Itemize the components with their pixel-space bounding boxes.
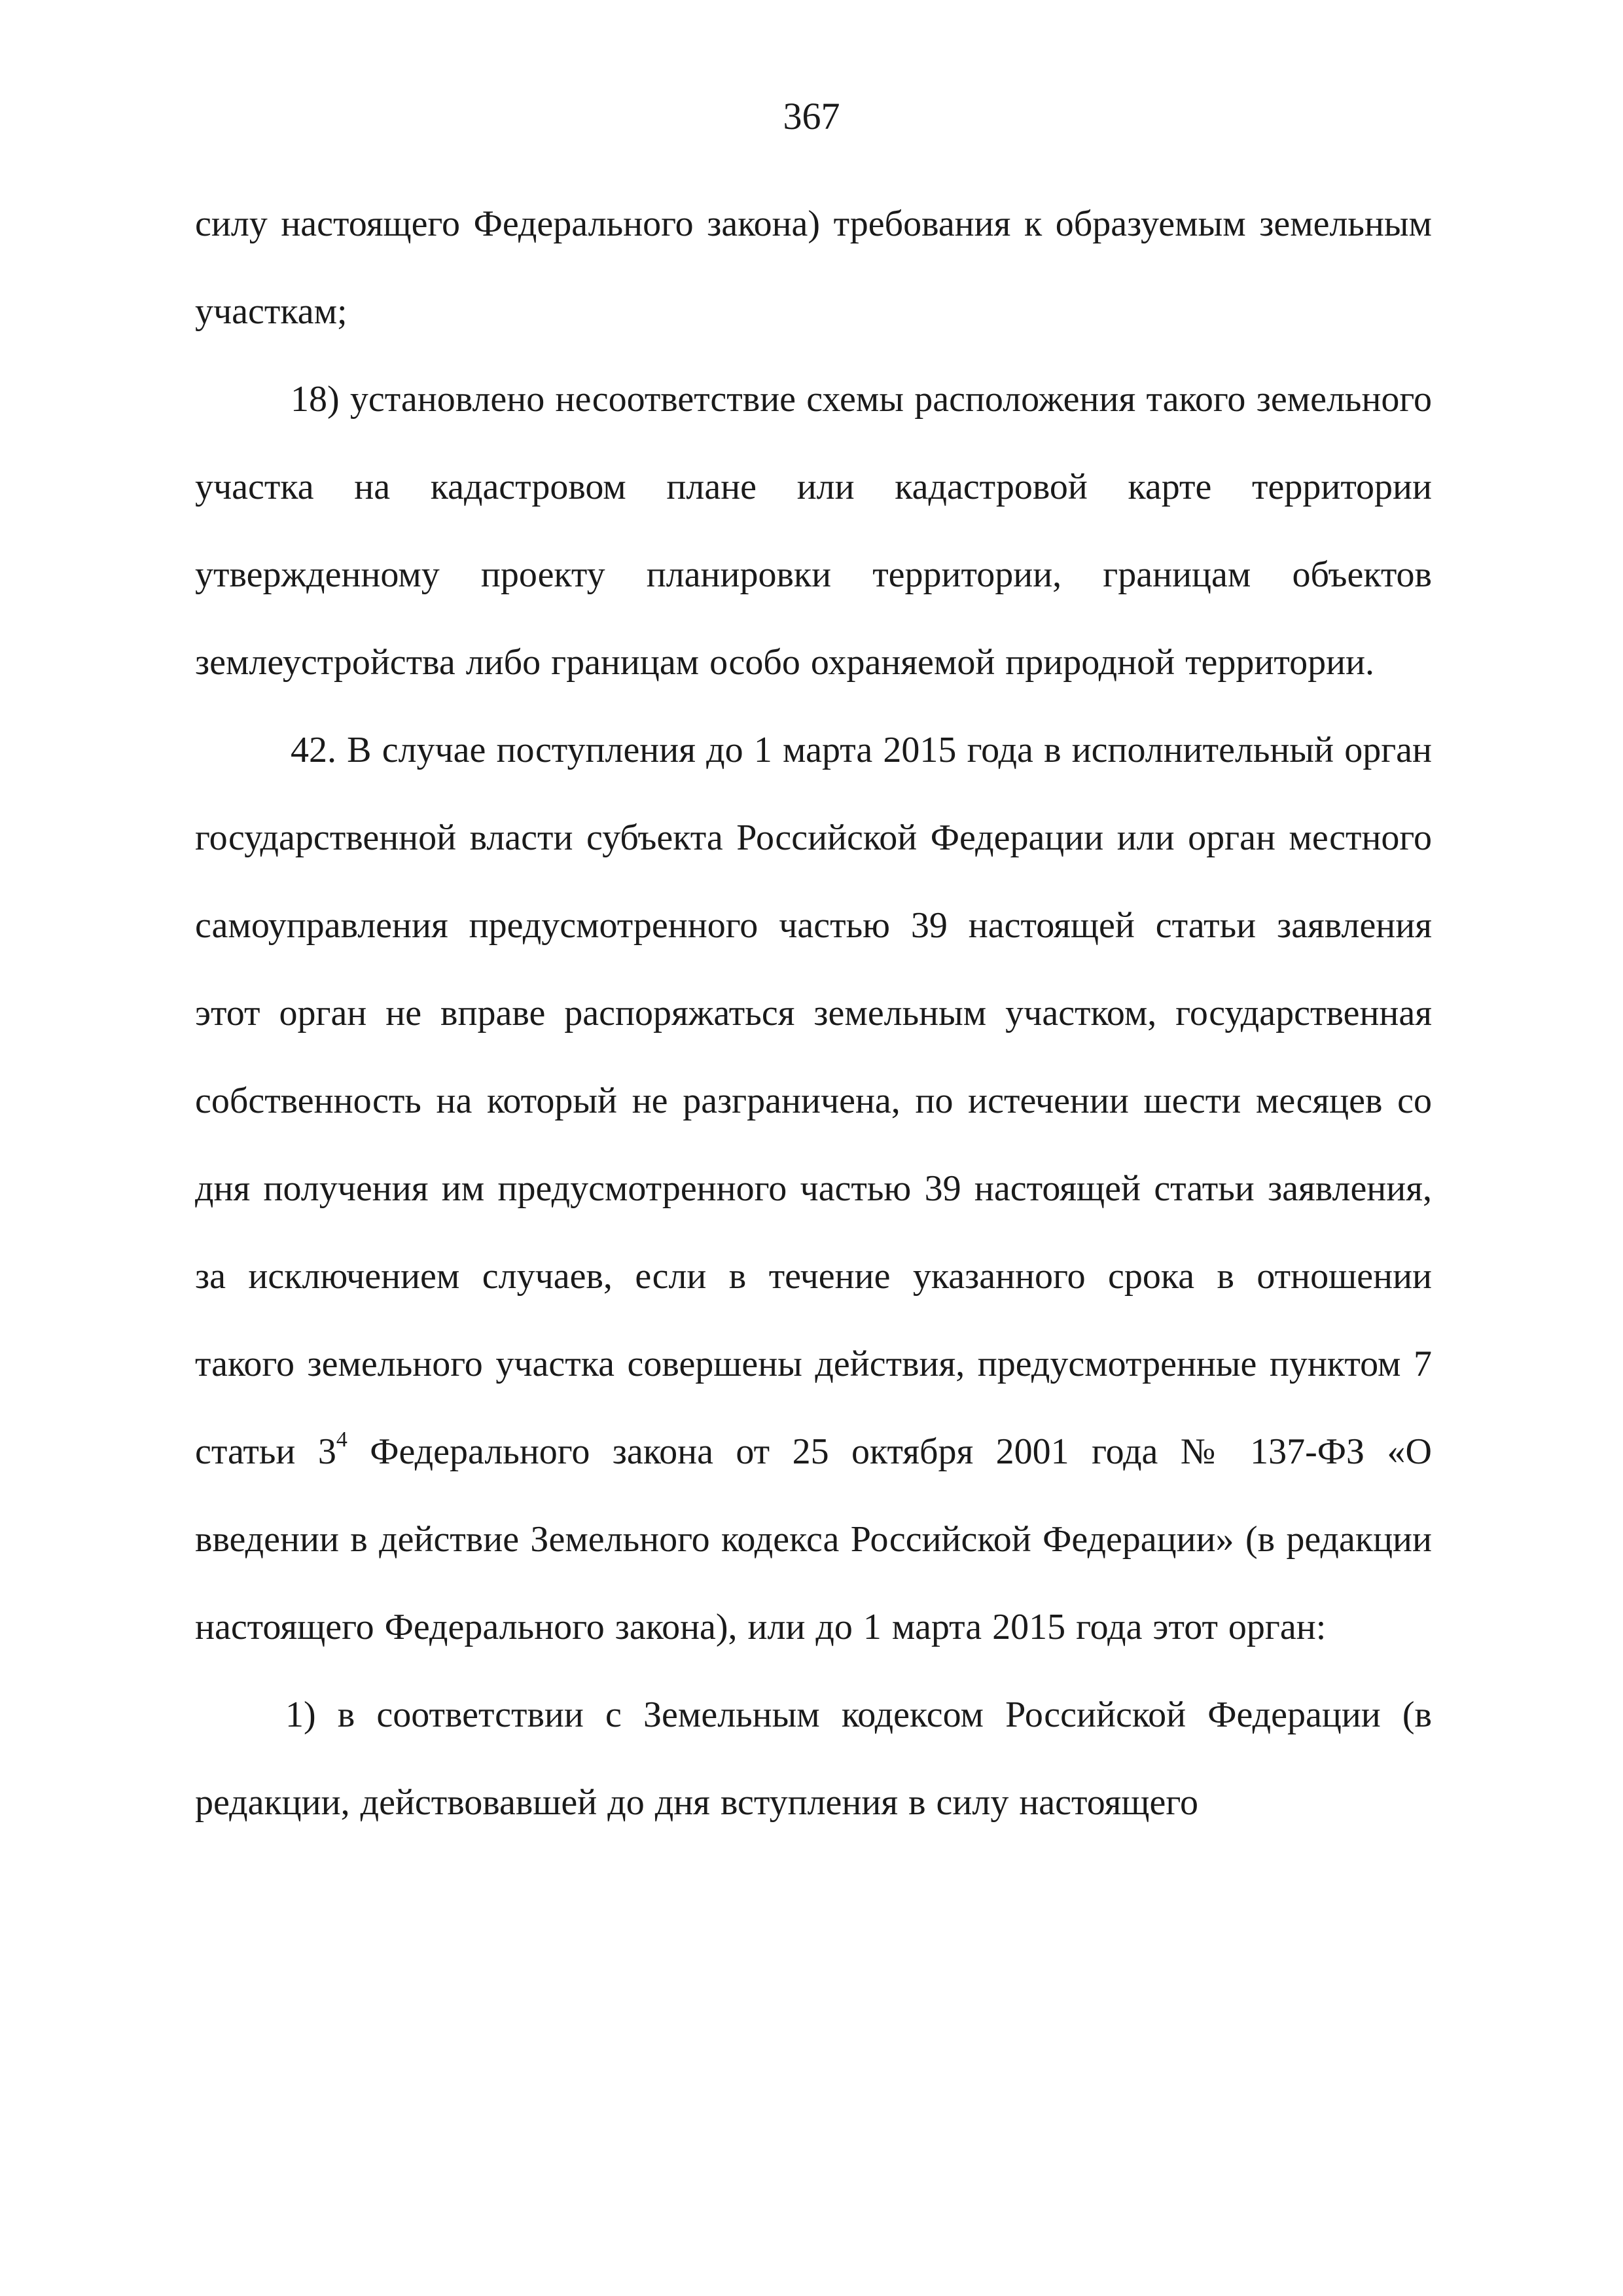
paragraph-item-18: 18) установлено несоответствие схемы расположения такого земельного участка на кадастровом плане или кадастровой карте территории утвержденному проекту планировки территории, границам объектов землеустройства либо границам особо охраняемой природной территории.	[195, 379, 1432, 683]
paragraph-clause-42	[195, 706, 1432, 1671]
clause-42-text-end: Федерального закона от 25 октября 2001 года № 137-ФЗ «О введении в действие Земельного кодекса Российской Федерации» (в редакции настоящего Федерального закона), или до 1 марта 2015 года этот орган:	[195, 1431, 1432, 1647]
page-number: 367	[783, 95, 840, 137]
document-body	[195, 180, 1432, 1846]
article-superscript: 4	[336, 1427, 348, 1452]
paragraph-requirements-continuation: силу настоящего Федерального закона) требования к образуемым земельным участкам;	[195, 204, 1432, 332]
clause-42-text-start: 42. В случае поступления до 1 марта 2015 года в исполнительный орган государственной власти субъекта Российской Федерации или орган местного самоуправления предусмотренного частью 39 настоящей статьи заявления этот орган не вправе распоряжаться земельным участком, государственная собственность на который не разграничена, по истечении шести месяцев со дня получения им предусмотренного частью 39 настоящей статьи заявления, за исключением случаев, если в течение указанного срока в отношении такого земельного участка совершены действия, предусмотренные пунктом 7 статьи 3	[195, 730, 1432, 1472]
paragraph-subitem-1: 1) в соответствии с Земельным кодексом Российской Федерации (в редакции, действовавшей до дня вступления в силу настоящего	[195, 1695, 1432, 1823]
